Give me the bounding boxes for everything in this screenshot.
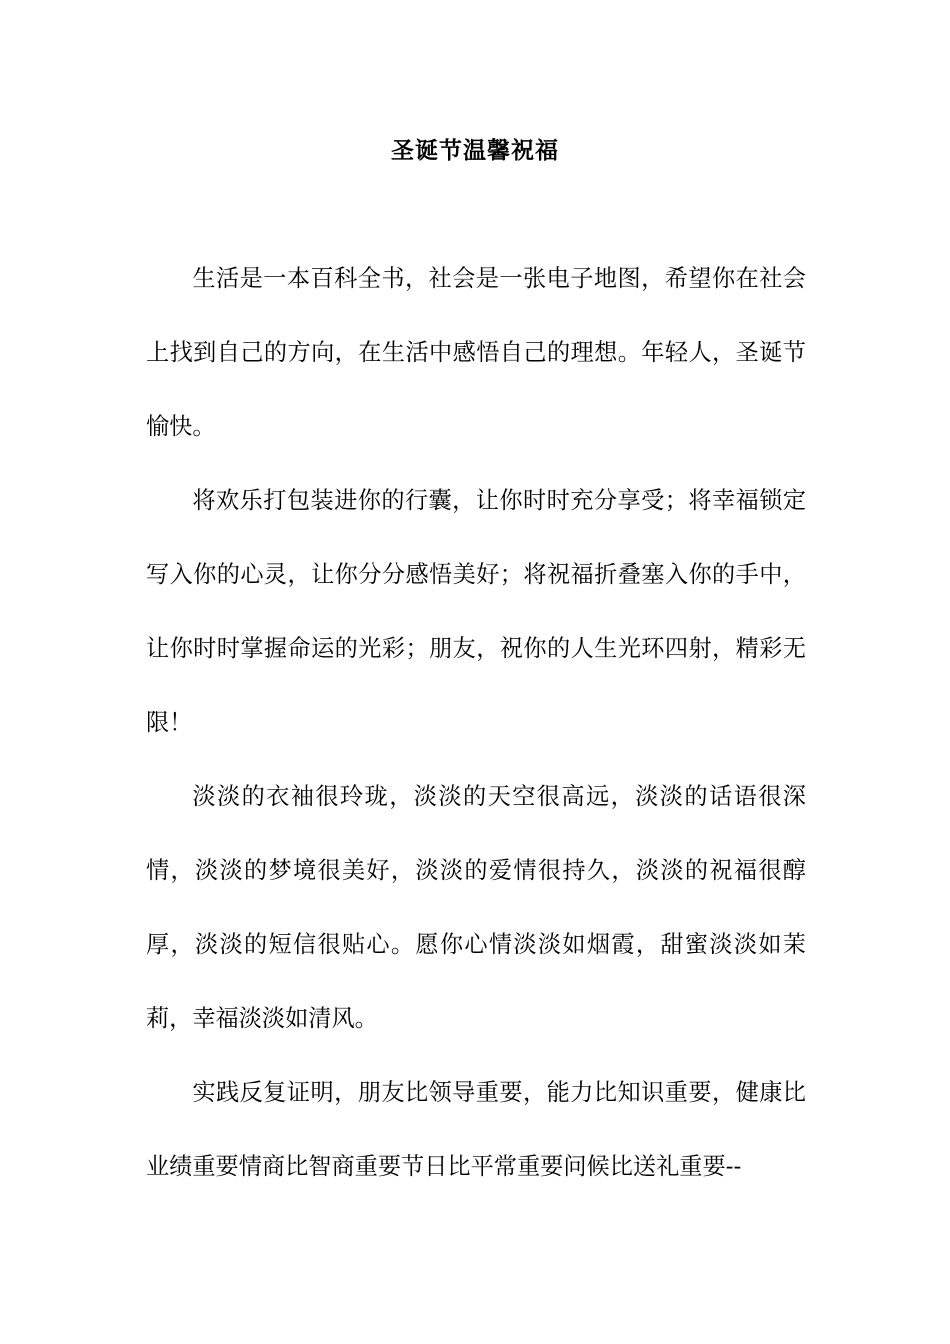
paragraph-3: 淡淡的衣袖很玲珑，淡淡的天空很高远，淡淡的话语很深情，淡淡的梦境很美好，淡淡的爱情很持久，淡淡的祝福很醇厚，淡淡的短信很贴心。愿你心情淡淡如烟霞，甜蜜淡淡如茉莉，幸福淡淡如清风。: [146, 783, 806, 1032]
document-body: [146, 242, 806, 1204]
document-title: 圣诞节温馨祝福: [391, 137, 559, 164]
paragraph-4: 实践反复证明，朋友比领导重要，能力比知识重要，健康比业绩重要情商比智商重要节日比平常重要问候比送礼重要--: [146, 1079, 806, 1180]
paragraph-1: 生活是一本百科全书，社会是一张电子地图，希望你在社会上找到自己的方向，在生活中感悟自己的理想。年轻人，圣诞节愉快。: [146, 265, 806, 440]
paragraph-2: 将欢乐打包装进你的行囊，让你时时充分享受；将幸福锁定写入你的心灵，让你分分感悟美好；将祝福折叠塞入你的手中，让你时时掌握命运的光彩；朋友，祝你的人生光环四射，精彩无限！: [146, 487, 806, 736]
